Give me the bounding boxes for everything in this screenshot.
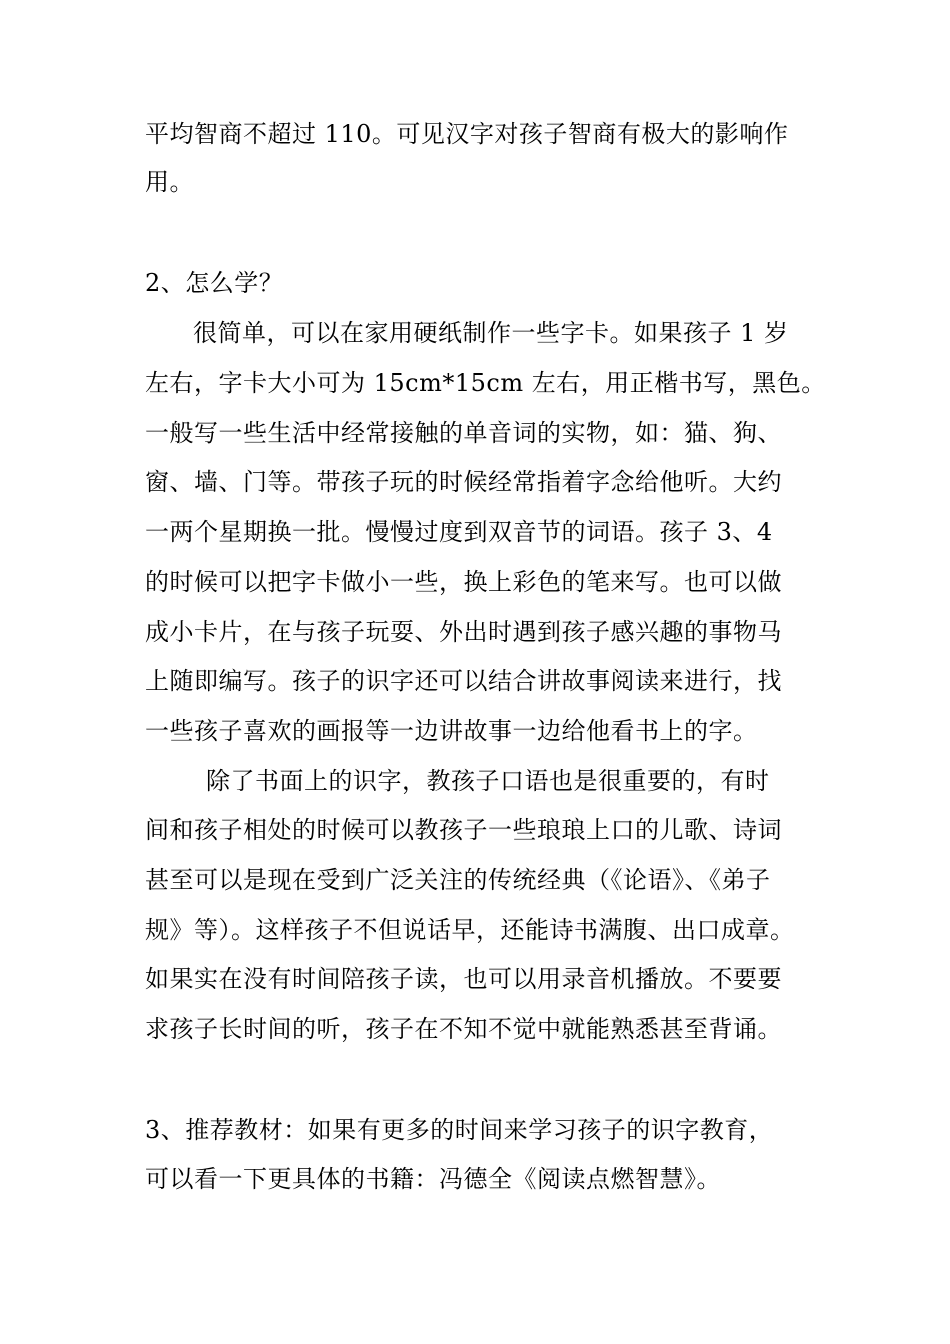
text-line: 求孩子长时间的听，孩子在不知不觉中就能熟悉甚至背诵。 [145, 1015, 782, 1043]
section-heading: 2、怎么学？ [145, 269, 284, 297]
text-line: 很简单，可以在家用硬纸制作一些字卡。如果孩子 1 岁 [193, 319, 789, 347]
text-line: 规》等）。这样孩子不但说话早，还能诗书满腹、出口成章。 [145, 916, 795, 944]
text-line: 上随即编写。孩子的识字还可以结合讲故事阅读来进行，找 [145, 667, 782, 695]
text-line: 一两个星期换一批。慢慢过度到双音节的词语。孩子 3、4 [145, 518, 773, 546]
text-line: 可以看一下更具体的书籍：冯德全《阅读点燃智慧》。 [145, 1165, 721, 1193]
text-line: 窗、墙、门等。带孩子玩的时候经常指着字念给他听。大约 [145, 468, 782, 496]
text-line: 的时候可以把字卡做小一些，换上彩色的笔来写。也可以做 [145, 568, 782, 596]
text-line: 成小卡片，在与孩子玩耍、外出时遇到孩子感兴趣的事物马 [145, 618, 782, 646]
text-line: 甚至可以是现在受到广泛关注的传统经典（《论语》、《弟子 [145, 866, 771, 894]
text-line: 左右，字卡大小可为 15cm*15cm 左右，用正楷书写，黑色。 [145, 369, 826, 397]
section-heading: 3、推荐教材：如果有更多的时间来学习孩子的识字教育， [145, 1116, 774, 1144]
text-line: 一些孩子喜欢的画报等一边讲故事一边给他看书上的字。 [145, 717, 758, 745]
text-line: 一般写一些生活中经常接触的单音词的实物，如：猫、狗、 [145, 419, 782, 447]
text-line: 除了书面上的识字，教孩子口语也是很重要的，有时 [206, 767, 770, 795]
text-line: 平均智商不超过 110。可见汉字对孩子智商有极大的影响作 [145, 120, 789, 148]
text-line: 如果实在没有时间陪孩子读，也可以用录音机播放。不要要 [145, 965, 782, 993]
text-line: 用。 [145, 168, 194, 196]
text-line: 间和孩子相处的时候可以教孩子一些琅琅上口的儿歌、诗词 [145, 816, 782, 844]
